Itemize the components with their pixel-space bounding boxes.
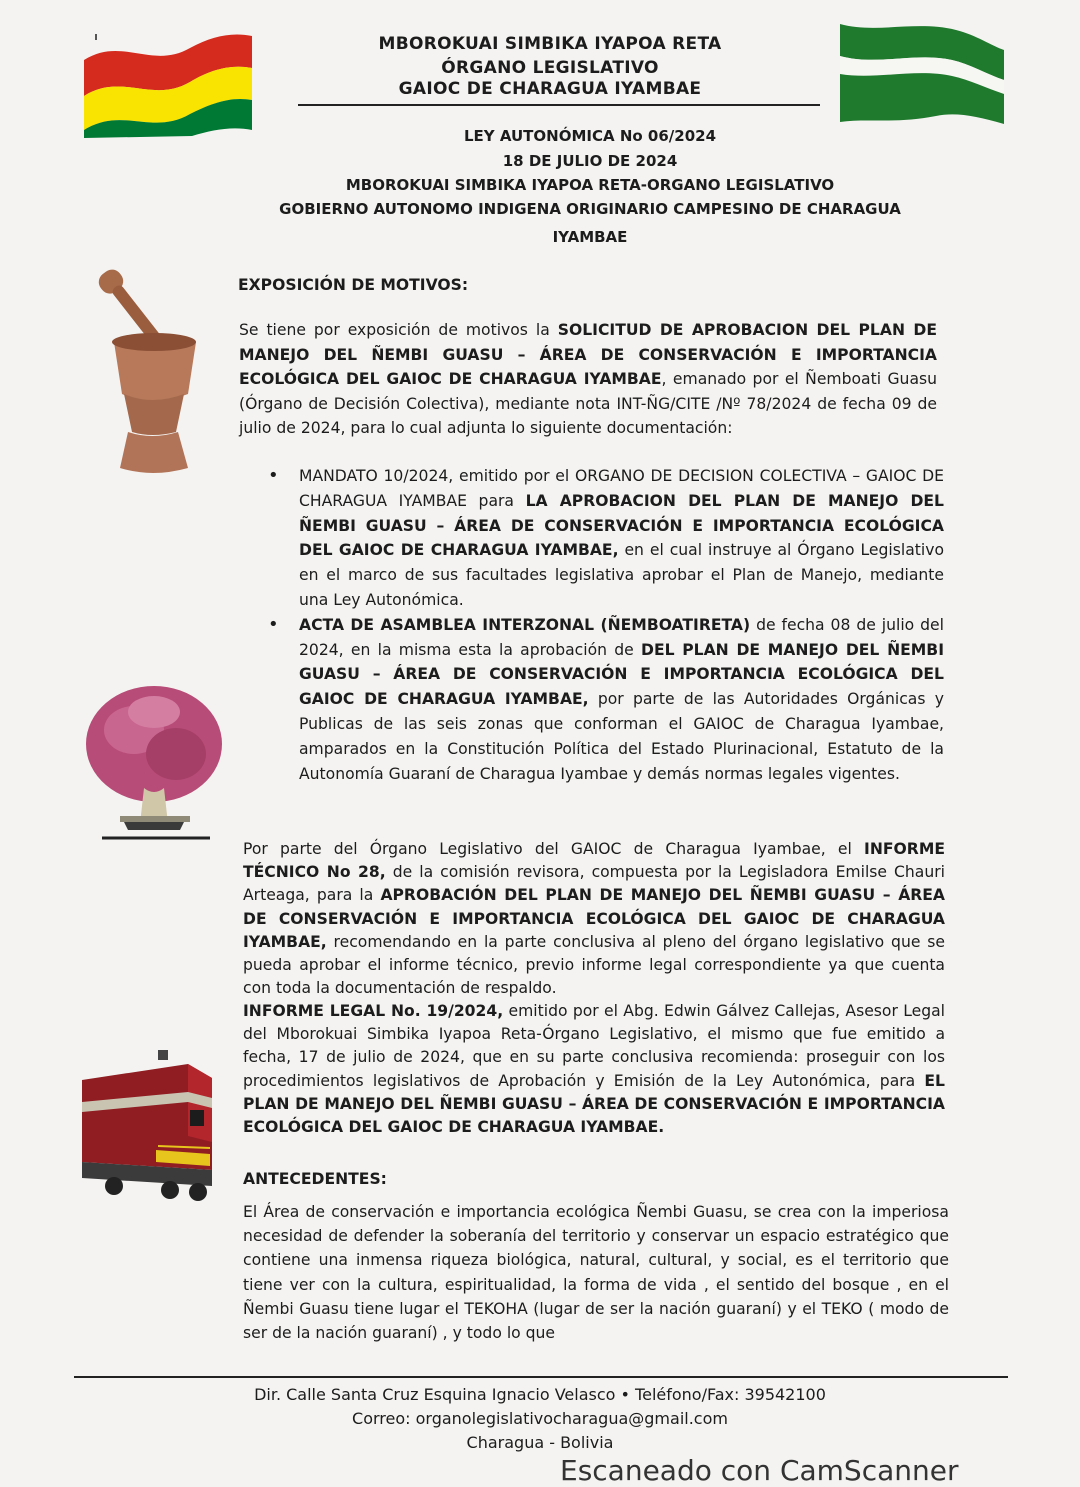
exposicion-paragraph [239, 318, 937, 441]
informe-text-e: recomendando en la parte conclusiva al pleno del órgano legislativo que se pueda aprobar el informe técnico, previo informe legal correspondiente ya que cuenta con toda la documentación de respaldo. [243, 932, 945, 998]
legal-text-a: INFORME LEGAL No. 19/2024, [243, 1002, 504, 1020]
acta-text-b: de fecha 08 de julio del 2024, en la misma esta la aprobación de [299, 615, 944, 659]
footer-city: Charagua - Bolivia [466, 1433, 614, 1452]
footer-email: Correo: organolegislativocharagua@gmail.com [352, 1409, 728, 1428]
institution-name: MBOROKUAI SIMBIKA IYAPOA RETA [378, 34, 722, 54]
bolivia-flag-icon [82, 26, 254, 138]
list-item [268, 464, 944, 613]
mandato-text-a: MANDATO 10/2024, emitido por el ORGANO DE DECISION COLECTIVA – GAIOC DE CHARAGUA IYAMBAE para [299, 467, 944, 510]
institution-body: ÓRGANO LEGISLATIVO [441, 58, 659, 78]
informe-text-b: INFORME TÉCNICO No 28, [243, 840, 945, 882]
header-divider [298, 104, 820, 106]
mandato-text-b: LA APROBACION DEL PLAN DE MANEJO DEL ÑEMBI GUASU – ÁREA DE CONSERVACIÓN E IMPORTANCIA ECOLÓGICA DEL GAIOC DE CHARAGUA IYAMBAE, [299, 491, 944, 560]
flowering-tree-icon [84, 684, 224, 842]
acta-text-d: por parte de las Autoridades Orgánicas y Publicas de las seis zonas que conforman el GAIOC de Charagua Iyambae, amparados en la Constitución Política del Estado Plurinacional, Estatuto de la Autonomía Guaraní de Charagua Iyambae y demás normas legales vigentes. [299, 690, 944, 783]
informe-text-a: Por parte del Órgano Legislativo del GAIOC de Charagua Iyambae, el [243, 840, 865, 858]
antecedentes-paragraph: El Área de conservación e importancia ecológica Ñembi Guasu, se crea con la imperiosa necesidad de defender la soberanía del territorio y conservar un espacio estratégico que contiene una inmensa riqueza biológica, natural, cultural, y social, es el territorio que tiene ver con la cultura, espiritualidad, la forma de vida , el sentido del bosque , en el Ñembi Guasu tiene lugar el TEKOHA (lugar de ser la nación guaraní) y el TEKO ( modo de ser de la nación guaraní) , y todo lo que [243, 1203, 949, 1343]
mandato-text-c: en el cual instruye al Órgano Legislativo en el marco de sus facultades legislativa aprobar el Plan de Manejo, mediante una Ley Autonómica. [299, 541, 944, 609]
footer-divider [74, 1376, 1008, 1378]
list-item [268, 613, 944, 787]
exposicion-text-a: Se tiene por exposición de motivos la [239, 321, 558, 339]
acta-text-c: DEL PLAN DE MANEJO DEL ÑEMBI GUASU – ÁREA DE CONSERVACIÓN E IMPORTANCIA ECOLÓGICA DEL GAIOC DE CHARAGUA IYAMBAE, [299, 640, 944, 709]
exposicion-text-b: SOLICITUD DE APROBACION DEL PLAN DE MANEJO DEL ÑEMBI GUASU – ÁREA DE CONSERVACIÓN E IMPORTANCIA ECOLÓGICA DEL GAIOC DE CHARAGUA IYAMBAE [239, 321, 938, 388]
section-heading-antecedentes: ANTECEDENTES: [243, 1170, 387, 1188]
exposicion-text-c: , emanado por el Ñemboati Guasu (Órgano de Decisión Colectiva), mediante nota INT-ÑG/CITE /Nº 78/2024 de fecha 09 de julio de 2024, para lo cual adjunta lo siguiente documentación: [239, 370, 938, 437]
footer-address: Dir. Calle Santa Cruz Esquina Ignacio Velasco • Teléfono/Fax: 39542100 [254, 1385, 826, 1404]
documentation-list [268, 464, 944, 786]
informe-legal-paragraph [243, 1000, 945, 1139]
section-heading-exposicion: EXPOSICIÓN DE MOTIVOS: [238, 276, 469, 294]
institution-gaioc: GAIOC DE CHARAGUA IYAMBAE [398, 79, 702, 99]
law-government-cont: IYAMBAE [552, 228, 628, 246]
mortar-pestle-icon [92, 262, 212, 476]
law-number: LEY AUTONÓMICA No 06/2024 [463, 127, 717, 145]
informe-text-d: APROBACIÓN DEL PLAN DE MANEJO DEL ÑEMBI GUASU – ÁREA DE CONSERVACIÓN E IMPORTANCIA ECOLÓGICA DEL GAIOC DE CHARAGUA IYAMBAE, [243, 886, 945, 951]
informe-text-c: de la comisión revisora, compuesta por la Legisladora Emilse Chauri Arteaga, para la [243, 863, 945, 905]
acta-text-a: ACTA DE ASAMBLEA INTERZONAL (ÑEMBOATIRETA) [299, 615, 751, 634]
law-government: GOBIERNO AUTONOMO INDIGENA ORIGINARIO CAMPESINO DE CHARAGUA [279, 200, 901, 218]
legal-text-c: EL PLAN DE MANEJO DEL ÑEMBI GUASU – ÁREA DE CONSERVACIÓN E IMPORTANCIA ECOLÓGICA DEL GAIOC DE CHARAGUA IYAMBAE. [243, 1071, 945, 1137]
legal-text-b: emitido por el Abg. Edwin Gálvez Callejas, Asesor Legal del Mborokuai Simbika Iyapoa Reta-Órgano Legislativo, el mismo que fue emitido a fecha, 17 de julio de 2024, que en su parte conclusiva recomienda: proseguir con los procedimientos legislativos de Aprobación y Emisión de la Ley Autonómica, para [243, 1002, 946, 1090]
locomotive-icon [78, 1050, 238, 1204]
scanner-watermark: Escaneado con CamScanner [560, 1454, 959, 1487]
law-date: 18 DE JULIO DE 2024 [502, 152, 678, 170]
guarani-flag-icon [836, 20, 1008, 128]
law-issuer: MBOROKUAI SIMBIKA IYAPOA RETA-ORGANO LEGISLATIVO [345, 176, 835, 194]
informe-tecnico-paragraph [243, 838, 945, 1000]
